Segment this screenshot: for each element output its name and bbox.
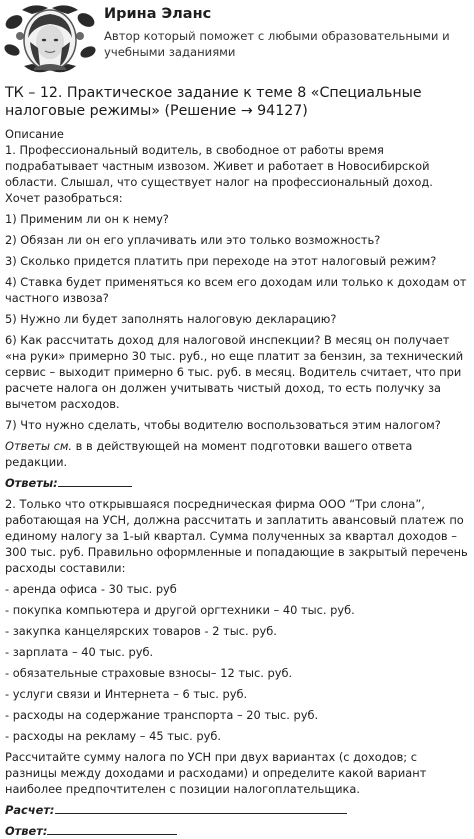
expense-item: - покупка компьютера и другой оргтехники – 40 тыс. руб. [5,603,355,617]
calc-label: Расчет: [5,803,55,817]
expense-item: - закупка канцелярских товаров - 2 тыс. руб. [5,624,277,638]
author-avatar [4,2,96,76]
answers-label: Ответы: [5,476,58,490]
author-name: Ирина Эланс [104,6,212,22]
answer-line [5,823,468,839]
document-body [5,126,468,839]
author-header [0,0,474,78]
calc-blank-line [55,802,347,814]
expense-item: - услуги связи и Интернета – 6 тыс. руб. [5,687,248,701]
expense-item: - расходы на рекламу – 45 тыс. руб. [5,729,221,743]
task1-note-text: в в действующей на момент подготовки вашего ответа редакции. [5,439,413,469]
expense-item: - обязательные страховые взносы– 12 тыс. руб. [5,666,293,680]
expense-item: - зарплата – 40 тыс. руб. [5,645,154,659]
author-description: Автор который поможет с любыми образовательными и учебными заданиями [104,29,450,59]
task1-question: 7) Что нужно сделать, чтобы водителю воспользоваться этим налогом? [5,418,441,432]
expense-item: - расходы на содержание транспорта – 20 тыс. руб. [5,708,319,722]
answer-blank-line [47,823,177,835]
task1-note [5,438,468,470]
answers-blank-line [58,475,132,487]
avatar-portrait-image [4,2,96,76]
task2-conclusion: Рассчитайте сумму налога по УСН при двух вариантах (с доходов; с разницы между доходами и расходами) и определите какой вариант наиболее предпочтителен с позиции налогоплательщика. [5,750,427,796]
document-title: ТК – 12. Практическое задание к теме 8 «Специальные налоговые режимы» (Решение → 94127) [5,85,422,119]
expense-item: - аренда офиса - 30 тыс. руб [5,582,177,596]
task1-answers [5,475,468,491]
task1-question: 5) Нужно ли будет заполнять налоговую декларацию? [5,312,337,326]
task1-question: 6) Как рассчитать доход для налоговой инспекции? В месяц он получает «на руки» примерно 30 тыс. руб., но еще платит за бензин, за технический сервис – выходит примерно 6 тыс. руб. в месяц. Водитель считает, что при расчете налога он должен учитывать чистый доход, то есть получку за вычетом расходов. [5,333,464,411]
task1-note-italic: Ответы см. [5,439,73,453]
task1-question: 3) Сколько придется платить при переходе на этот налоговый режим? [5,254,437,268]
answer-label: Ответ: [5,824,48,838]
task1-question: 1) Применим ли он к нему? [5,212,169,226]
section-label: Описание [5,127,64,141]
task1-question: 4) Ставка будет применяться ко всем его доходам или только к доходам от частного извоза? [5,275,467,305]
calc-line [5,802,468,818]
task1-question: 2) Обязан ли он его уплачивать или это только возможность? [5,233,381,247]
task2-intro: 2. Только что открывшаяся посредническая фирма ООО “Три слона”, работающая на УСН, должна рассчитать и заплатить авансовый платеж по единому налогу за 1-ый квартал. Сумма полученных за квартал доходов – 300 тыс. руб. Правильно оформленные и попадающие в закрытый перечень расходы составили: [5,497,468,575]
task1-intro: 1. Профессиональный водитель, в свободное от работы время подрабатывает частным извозом. Живет и работает в Новосибирской области. Слышал, что существует налог на профессиональный доход. Хочет разобраться: [5,143,433,205]
